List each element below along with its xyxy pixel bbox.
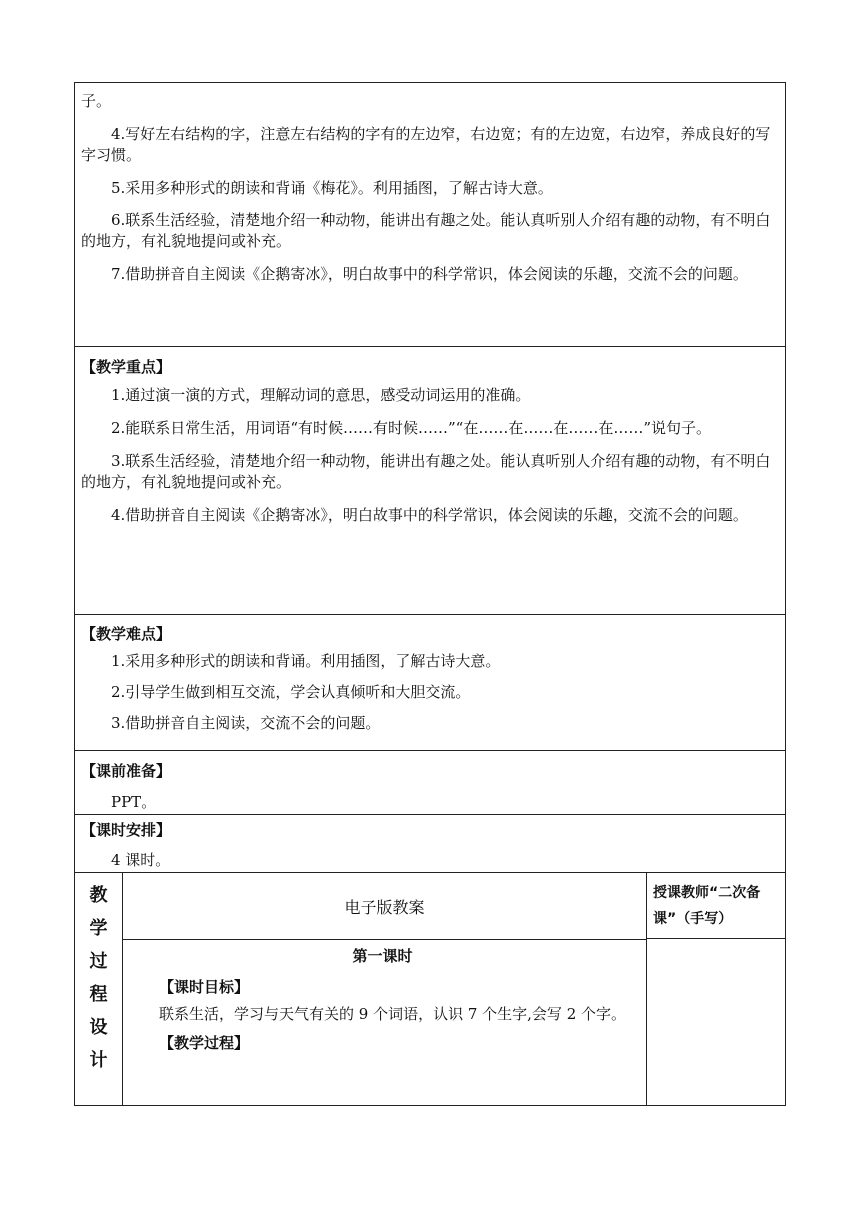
side-label-char: 程 <box>89 984 108 1005</box>
preparation-title: 【课前准备】 <box>81 762 172 780</box>
difficulty-item: 1.采用多种形式的朗读和背诵。利用插图，了解古诗大意。 <box>111 652 501 670</box>
key-points-section <box>74 346 786 614</box>
process-title: 【教学过程】 <box>159 1034 250 1052</box>
difficulty-item: 2.引导学生做到相互交流，学会认真倾听和大胆交流。 <box>111 683 471 701</box>
key-point-item: 1.通过演一演的方式，理解动词的意思，感受动词运用的准确。 <box>111 386 531 404</box>
teacher-notes-header: 授课教师“二次备课”（手写） <box>646 873 786 939</box>
teacher-notes-cell[interactable] <box>646 939 787 1105</box>
lesson-content <box>123 939 646 1060</box>
preparation-section <box>74 750 786 814</box>
lesson-title: 第一课时 <box>352 947 413 965</box>
objective-item: 7.借助拼音自主阅读《企鹅寄冰》，明白故事中的科学常识，体会阅读的乐趣，交流不会的问题。 <box>111 265 748 283</box>
key-point-item: 2.能联系日常生活，用词语“有时候……有时候……”“在……在……在……在……”说句子。 <box>111 419 711 437</box>
side-label-char: 过 <box>89 951 108 972</box>
objective-item: 5.采用多种形式的朗读和背诵《梅花》。利用插图，了解古诗大意。 <box>111 179 553 197</box>
side-label-char: 计 <box>89 1050 108 1071</box>
goal-title: 【课时目标】 <box>159 978 250 996</box>
schedule-section <box>74 814 786 872</box>
schedule-content: 4 课时。 <box>111 851 171 869</box>
objective-fragment: 子。 <box>81 92 112 110</box>
process-table <box>74 872 786 1106</box>
key-point-item: 4.借助拼音自主阅读《企鹅寄冰》，明白故事中的科学常识，体会阅读的乐趣，交流不会的问题。 <box>111 506 748 524</box>
side-label-char: 学 <box>89 918 108 939</box>
goal-text: 联系生活，学习与天气有关的 9 个词语，认识 7 个生字,会写 2 个字。 <box>159 1005 627 1023</box>
difficulties-title: 【教学难点】 <box>81 625 172 643</box>
preparation-content: PPT。 <box>111 793 157 811</box>
key-point-item: 3.联系生活经验，清楚地介绍一种动物，能讲出有趣之处。能认真听别人介绍有趣的动物，有不明白的地方，有礼貌地提问或补充。 <box>81 452 771 491</box>
lesson-plan-table <box>74 82 786 1106</box>
side-label-char: 教 <box>89 885 108 906</box>
objective-item: 6.联系生活经验，清楚地介绍一种动物，能讲出有趣之处。能认真听别人介绍有趣的动物，有不明白的地方，有礼貌地提问或补充。 <box>81 211 771 250</box>
objective-item: 4.写好左右结构的字，注意左右结构的字有的左边窄，右边宽；有的左边宽，右边窄，养成良好的写字习惯。 <box>81 125 771 164</box>
process-side-label <box>75 873 123 1105</box>
difficulty-item: 3.借助拼音自主阅读，交流不会的问题。 <box>111 714 381 732</box>
key-points-title: 【教学重点】 <box>81 358 172 376</box>
schedule-title: 【课时安排】 <box>81 821 172 839</box>
difficulties-section <box>74 614 786 750</box>
objectives-continued <box>74 82 786 346</box>
electronic-plan-header: 电子版教案 <box>123 873 646 940</box>
side-label-char: 设 <box>89 1017 108 1038</box>
